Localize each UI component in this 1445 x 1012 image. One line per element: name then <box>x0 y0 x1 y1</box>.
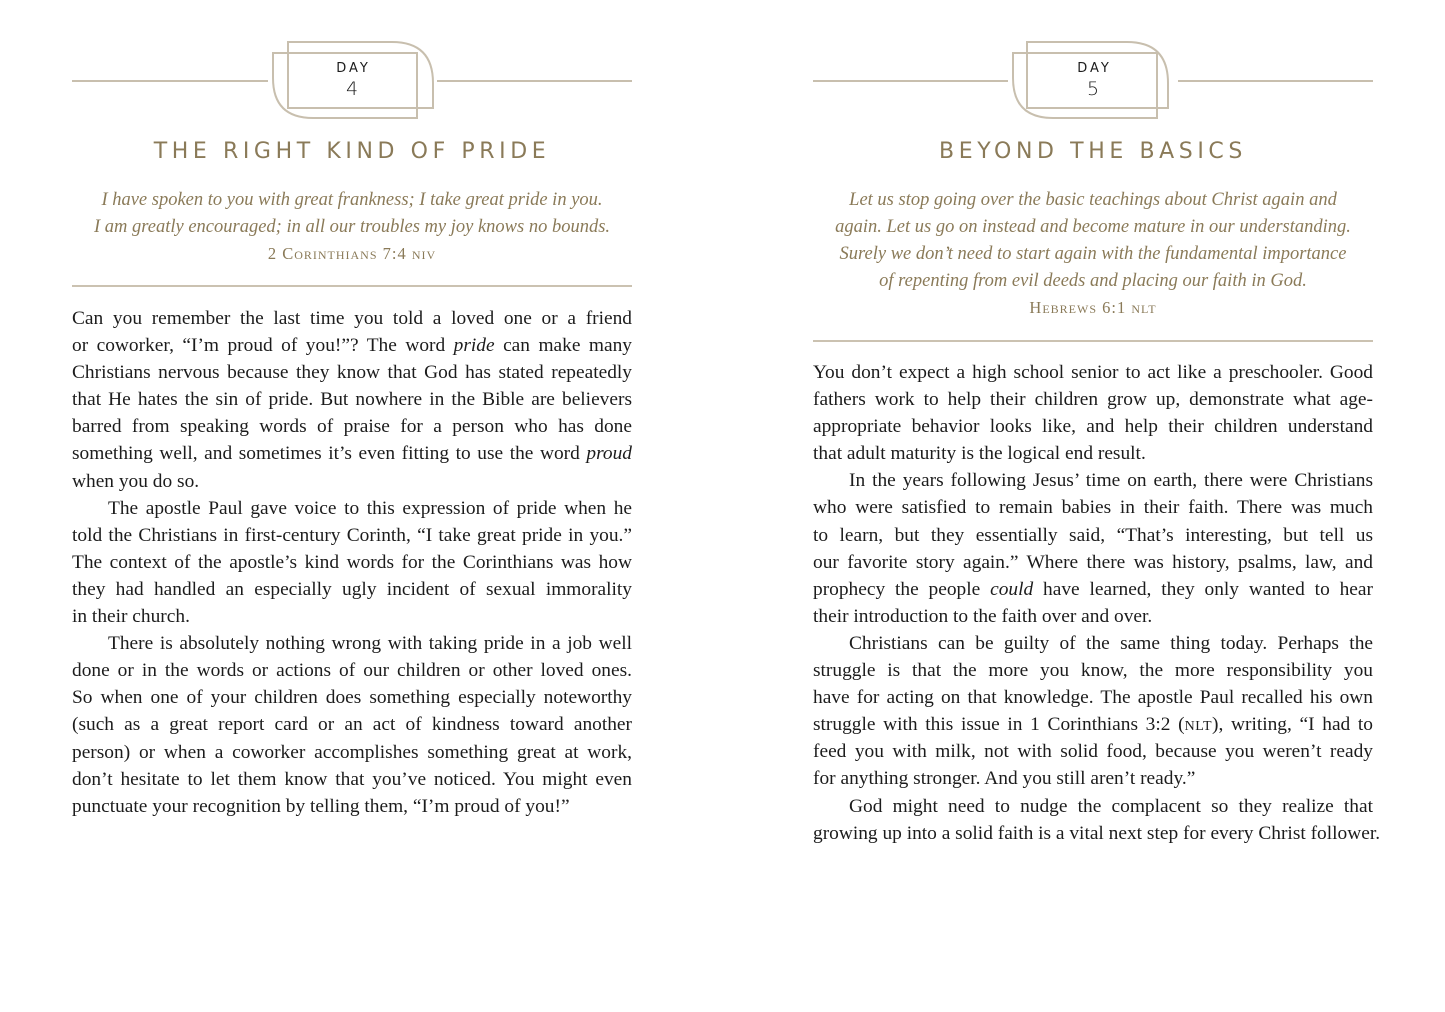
text-line: person) or when a coworker accomplishes something great at work, <box>72 741 632 763</box>
divider-rule <box>813 340 1373 342</box>
paragraph <box>72 305 632 495</box>
text-line: You don’t expect a high school senior to act like a preschooler. Good <box>813 362 1373 383</box>
paragraph <box>72 630 632 820</box>
text-line: struggle with this issue in 1 Corinthians 3:2 (nlt), writing, “I had to <box>813 714 1373 736</box>
text-line: growing up into a solid faith is a vital next step for every Christ follower. <box>813 822 1381 844</box>
text-line: their introduction to the faith over and over. <box>813 605 1153 627</box>
text-line: In the years following Jesus’ time on earth, there were Christians <box>849 470 1373 492</box>
text-line: our favorite story again.” Where there was history, psalms, law, and <box>813 551 1373 573</box>
text-line: feed you with milk, not with solid food, because you weren’t ready <box>813 741 1373 763</box>
text-line: God might need to nudge the complacent so they realize that <box>849 795 1373 817</box>
left-page <box>72 0 632 1012</box>
paragraph <box>813 630 1373 793</box>
scripture-epigraph <box>803 187 1383 321</box>
day-label: DAY <box>1077 61 1112 76</box>
text-line: in their church. <box>72 606 190 628</box>
text-line: something well, and sometimes it’s even fitting to use the word proud <box>72 443 632 465</box>
devotion-title: BEYOND THE BASICS <box>939 139 1247 164</box>
text-line: Christians can be guilty of the same thing today. Perhaps the <box>849 632 1373 654</box>
text-line: So when one of your children does something especially noteworthy <box>72 687 632 709</box>
text-line: have for acting on that knowledge. The apostle Paul recalled his own <box>813 687 1373 709</box>
text-line: The context of the apostle’s kind words for the Corinthians was how <box>72 551 632 573</box>
text-line: appropriate behavior looks like, and help their children understand <box>813 416 1373 438</box>
translation-abbrev: nlt <box>1184 714 1213 736</box>
text-line: don’t hesitate to let them know that you’ve noticed. You might even <box>72 768 632 790</box>
day-label: DAY <box>336 61 371 76</box>
text-line: There is absolutely nothing wrong with taking pride in a job well <box>108 633 632 655</box>
paragraph <box>72 495 632 630</box>
devotion-title: THE RIGHT KIND OF PRIDE <box>153 139 551 164</box>
text-line: Can you remember the last time you told a loved one or a friend <box>72 308 632 329</box>
text-line: done or in the words or actions of our children or other loved ones. <box>72 660 632 682</box>
paragraph <box>813 359 1373 467</box>
paragraph <box>813 793 1381 847</box>
body-text <box>813 359 1381 847</box>
text-line: struggle is that the more you know, the more responsibility you <box>813 660 1373 682</box>
epigraph-line: I have spoken to you with great frankness; I take great pride in you. <box>101 190 603 210</box>
text-line: told the Christians in first-century Corinth, “I take great pride in you.” <box>72 524 632 546</box>
text-line: that adult maturity is the logical end result. <box>813 443 1146 465</box>
text-line: barred from speaking words of praise for a person who has done <box>72 416 632 438</box>
body-text <box>72 305 632 820</box>
divider-rule <box>72 285 632 287</box>
epigraph-line: I am greatly encouraged; in all our troubles my joy knows no bounds. <box>93 217 611 237</box>
scripture-reference: 2 Corinthians 7:4 niv <box>267 244 437 263</box>
text-line: punctuate your recognition by telling them, “I’m proud of you!” <box>72 795 570 817</box>
text-line: fathers work to help their children grow up, demonstrate what age- <box>813 389 1373 411</box>
emphasis: could <box>990 578 1034 600</box>
text-line: when you do so. <box>72 470 200 492</box>
day-number: 5 <box>1086 78 1100 100</box>
text-line: (such as a great report card or an act of kindness toward another <box>72 714 632 736</box>
text-line: prophecy the people could have learned, they only wanted to hear <box>813 578 1373 600</box>
text-line: Christians nervous because they know that God has stated repeatedly <box>72 362 632 384</box>
right-page <box>813 0 1381 1012</box>
epigraph-line: Surely we don’t need to start again with the fundamental importance <box>839 244 1347 264</box>
epigraph-line: again. Let us go on instead and become mature in our understanding. <box>835 217 1351 237</box>
emphasis: pride <box>453 335 495 357</box>
emphasis: proud <box>586 443 632 465</box>
scripture-epigraph <box>62 187 642 267</box>
epigraph-line: Let us stop going over the basic teachings about Christ again and <box>849 190 1337 210</box>
day-number: 4 <box>345 78 359 100</box>
text-line: for anything stronger. And you still aren’t ready.” <box>813 768 1196 790</box>
paragraph <box>813 467 1373 630</box>
text-line: or coworker, “I’m proud of you!”? The word pride can make many <box>72 335 632 357</box>
text-line: that He hates the sin of pride. But nowhere in the Bible are believers <box>72 389 632 411</box>
text-line: they had handled an especially ugly incident of sexual immorality <box>72 578 632 600</box>
scripture-reference: Hebrews 6:1 nlt <box>1029 298 1157 317</box>
text-line: who were satisfied to remain babies in their faith. There was much <box>813 497 1373 519</box>
text-line: The apostle Paul gave voice to this expression of pride when he <box>108 497 632 519</box>
text-line: to learn, but they essentially said, “That’s interesting, but tell us <box>813 524 1373 546</box>
epigraph-line: of repenting from evil deeds and placing our faith in God. <box>879 271 1307 291</box>
